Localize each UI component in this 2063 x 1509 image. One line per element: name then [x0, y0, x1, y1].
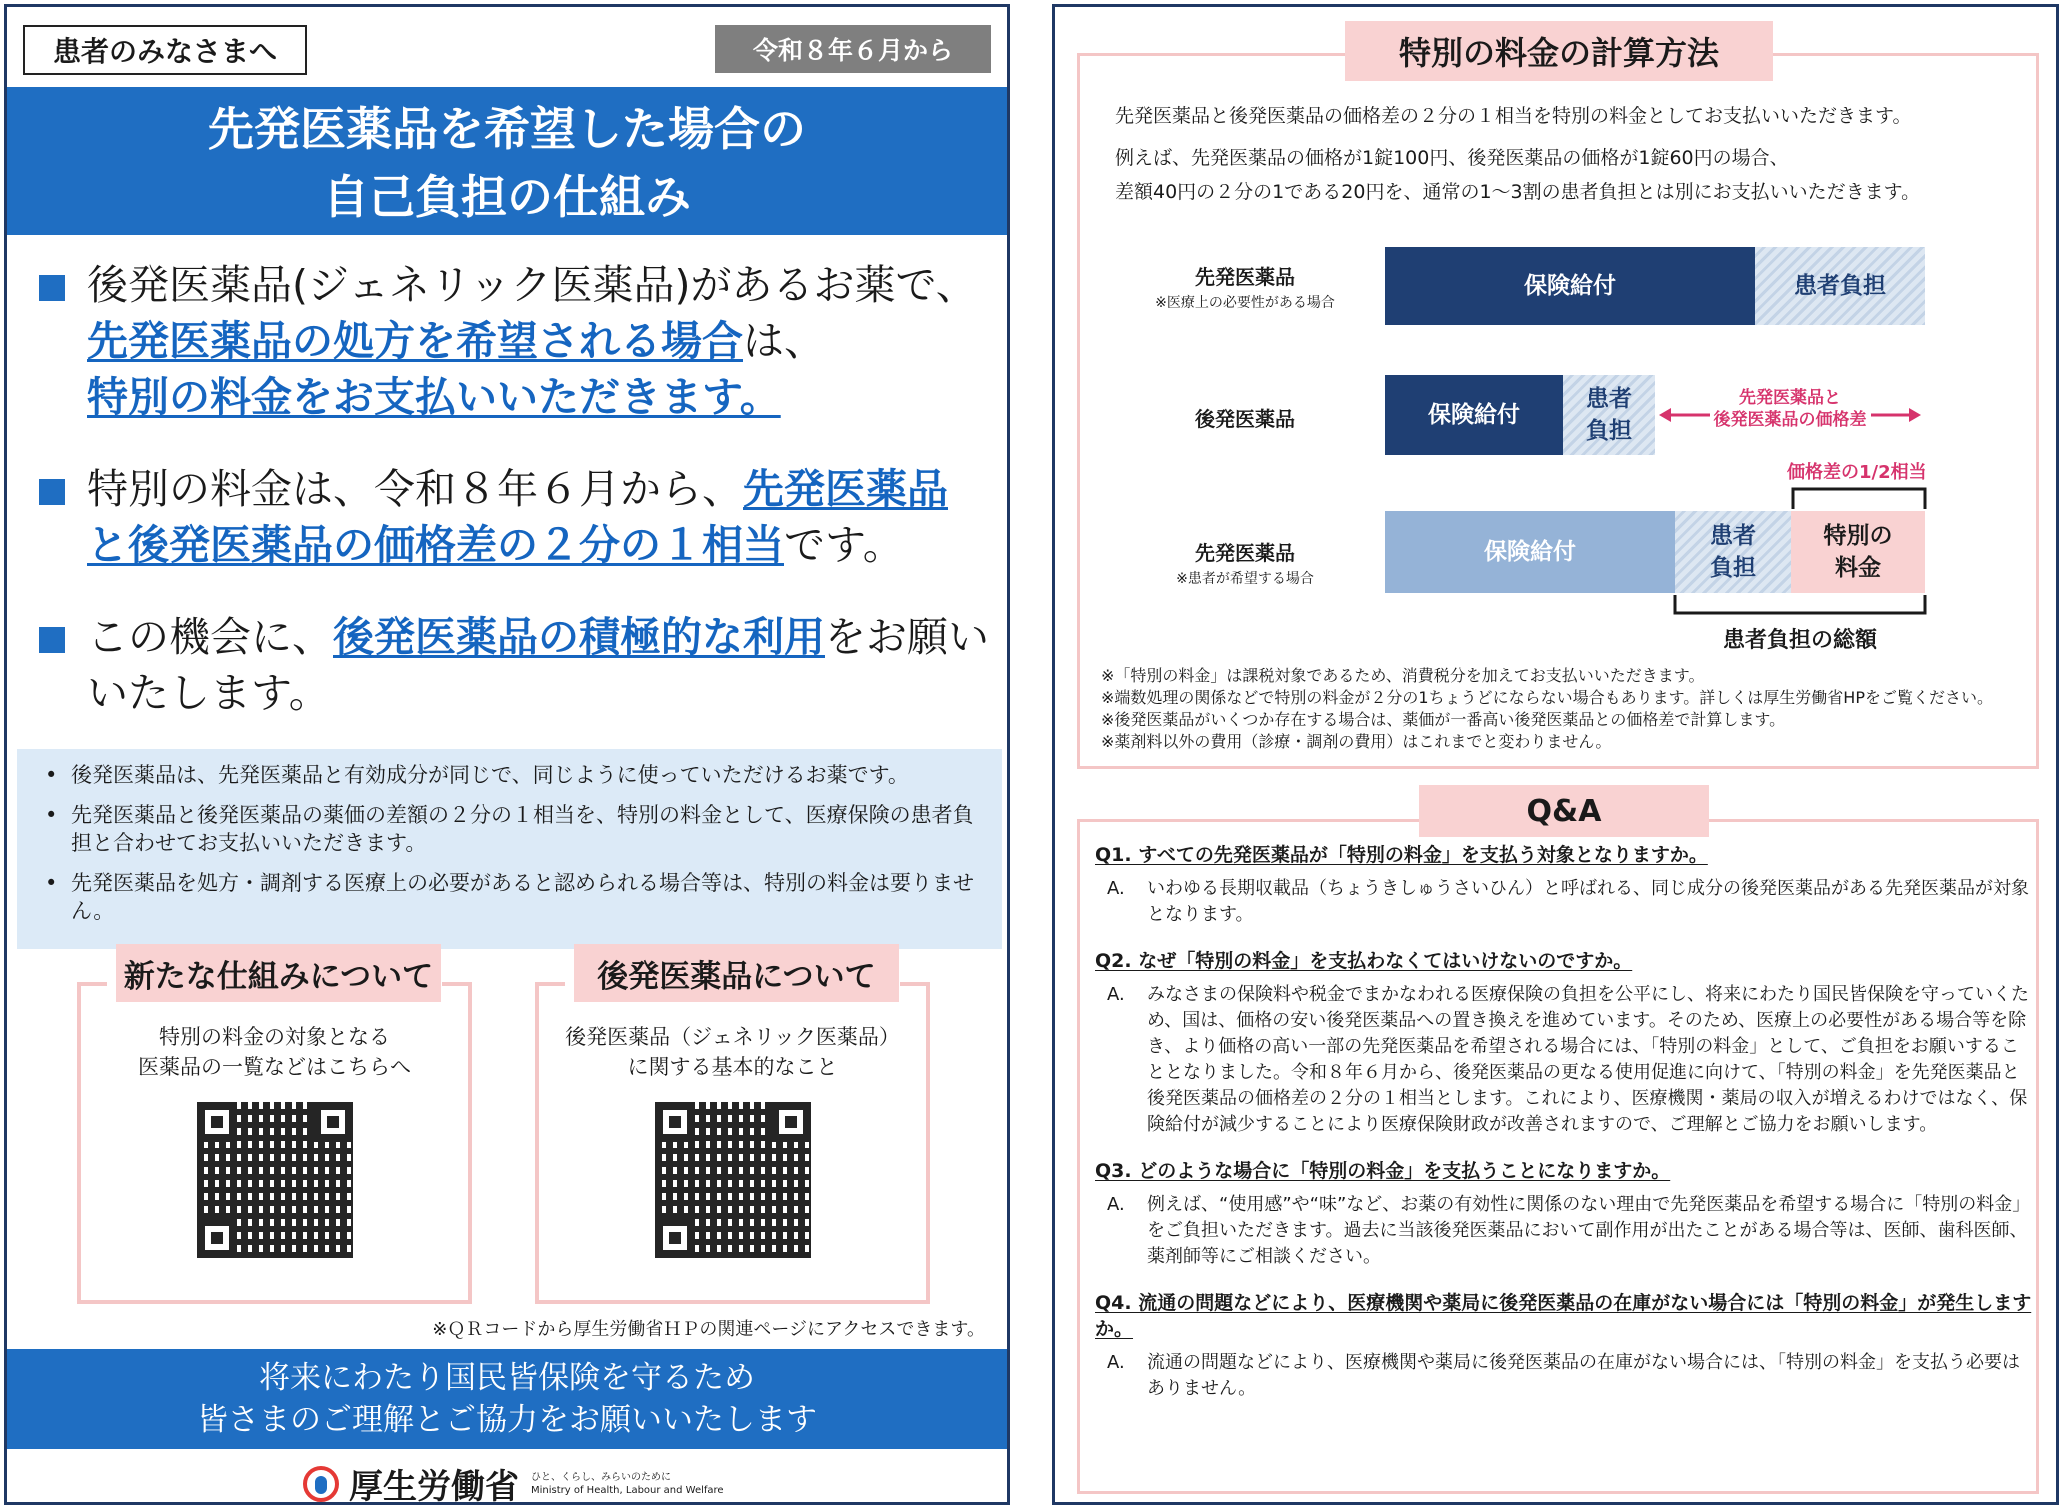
key-point-emphasis: 後発医薬品の積極的な利用: [333, 613, 825, 661]
audience-tag: 患者のみなさまへ: [23, 25, 307, 75]
half-price-gap-label: 価格差の1/2相当: [1787, 462, 1927, 483]
key-point-text: です。: [784, 521, 904, 569]
qa-section-title: Q&A: [1419, 785, 1709, 837]
qa-item-1: [1095, 842, 2035, 928]
key-point-text: 特別の料金は、令和８年６月から、: [87, 465, 743, 513]
footer-message: 将来にわたり国民皆保険を守るため 皆さまのご理解とご協力をお願いいたします: [7, 1349, 1007, 1449]
answer: A. みなさまの保険料や税金でまかなわれる医療保険の負担を公平にし、将来にわたり国民皆保険を守っていくため、国は、価格の安い後発医薬品への置き換えを進めています。そのため、医療上の必要性がある場合等を除き、より価格の高い一部の先発医薬品を希望される場合には、「特別の料金」として、ご負担をお願いすることとなりました。令和８年６月から、後発医薬品の更なる使用促進に向けて、「特別の料金」を先発医薬品と後発医薬品の価格差の２分の１相当とします。これにより、医療機関・薬局の収入が増えるわけではなく、保険給付が減少することにより医療保険財政が改善されますので、ご理解とご協力をお願いします。: [1107, 984, 2029, 1135]
bullet-square-icon: [39, 275, 65, 301]
key-point-emphasis: 先発医薬品: [743, 465, 948, 513]
link-box-description: 特別の料金の対象となる 医薬品の一覧などはこちらへ: [138, 1025, 411, 1079]
info-item: • 後発医薬品は、先発医薬品と有効成分が同じで、同じように使っていただけるお薬です。: [39, 761, 984, 789]
qa-list: [1095, 842, 2035, 1422]
key-point-emphasis: 特別の料金をお支払いいただきます。: [87, 373, 781, 421]
title-line-1: 先発医薬品を希望した場合の: [208, 102, 806, 156]
row-label-brand-requested: 先発医薬品 ※患者が希望する場合: [1176, 541, 1314, 587]
link-box-generic-drugs: [535, 958, 930, 1304]
qr-code-icon[interactable]: [197, 1102, 353, 1258]
question: Q3. どのような場合に「特別の料金」を支払うことになりますか。: [1095, 1160, 1671, 1182]
right-panel: [1052, 4, 2059, 1505]
info-item: • 先発医薬品を処方・調剤する医療上の必要があると認められる場合等は、特別の料金は要りません。: [39, 869, 984, 925]
question: Q1. すべての先発医薬品が「特別の料金」を支払う対象となりますか。: [1095, 844, 1708, 866]
link-box-new-system: [77, 958, 472, 1304]
left-panel: [4, 4, 1010, 1505]
bullet-square-icon: [39, 479, 65, 505]
link-box-title: 後発医薬品について: [574, 944, 899, 1002]
calc-notes: ※「特別の料金」は課税対象であるため、消費税分を加えてお支払いいただきます。 ※端数処理の関係などで特別の料金が２分の1ちょうどにならない場合もあります。詳しくは厚生労働省HPをご覧ください。 ※後発医薬品がいくつか存在する場合は、薬価が一番高い後発医薬品との価格差で計算します。 ※薬剤料以外の費用（診療・調剤の費用）はこれまでと変わりません。: [1101, 666, 1993, 751]
half-gap-bracket-icon: [1789, 483, 1929, 513]
special-fee-bar: 特別の 料金: [1791, 511, 1925, 593]
price-gap-label: 先発医薬品と 後発医薬品の価格差: [1675, 387, 1905, 431]
calc-description: 先発医薬品と後発医薬品の価格差の２分の１相当を特別の料金としてお支払いいただきます。 例えば、先発医薬品の価格が1錠100円、後発医薬品の価格が1錠60円の場合、 差額40円の２分の1である20円を、通常の1～3割の患者負担とは別にお支払いいただきます。: [1115, 105, 1921, 203]
row-label-generic: 後発医薬品: [1195, 407, 1295, 431]
qa-item-2: [1095, 948, 2035, 1138]
key-point-text: 後発医薬品(ジェネリック医薬品)があるお薬で、: [87, 261, 977, 309]
total-patient-share-label: 患者負担の総額: [1722, 628, 1877, 653]
qr-code-icon[interactable]: [655, 1102, 811, 1258]
key-point-1: [37, 257, 997, 425]
answer: A. 流通の問題などにより、医療機関や薬局に後発医薬品の在庫がない場合には、「特別の料金」を支払う必要はありません。: [1107, 1352, 2020, 1399]
row-label-brand-medical: 先発医薬品 ※医療上の必要性がある場合: [1155, 265, 1335, 311]
key-points: [37, 257, 997, 757]
ministry-logo-icon: [303, 1466, 339, 1502]
key-point-text: をお願いいたします。: [87, 613, 989, 717]
qa-item-4: [1095, 1290, 2035, 1402]
key-point-2: [37, 461, 997, 573]
ministry-logo: 厚生労働省 ひと、くらし、みらいのために Ministry of Health, Labour and Welfare: [303, 1459, 724, 1508]
key-point-text: この機会に、: [87, 613, 333, 661]
link-box-title: 新たな仕組みについて: [116, 944, 441, 1002]
question: Q4. 流通の問題などにより、医療機関や薬局に後発医薬品の在庫がない場合には「特別の料金」が発生しますか。: [1095, 1292, 2032, 1340]
answer: A. 例えば、“使用感”や“味”など、お薬の有効性に関係のない理由で先発医薬品を希望する場合に「特別の料金」をご負担いただきます。過去に当該後発医薬品において副作用が出たことがある場合等は、医師、歯科医師、薬剤師等にご相談ください。: [1107, 1194, 2031, 1267]
insurance-benefit-bar: 保険給付: [1385, 247, 1755, 325]
key-point-emphasis: と後発医薬品の価格差の２分の１相当: [87, 521, 784, 569]
question: Q2. なぜ「特別の料金」を支払わなくてはいけないのですか。: [1095, 950, 1633, 972]
page-title: [7, 87, 1007, 235]
qa-item-3: [1095, 1158, 2035, 1270]
link-box-description: 後発医薬品（ジェネリック医薬品） に関する基本的なこと: [565, 1025, 900, 1079]
total-bracket-icon: [1671, 593, 1929, 619]
patient-share-bar: 患者負担: [1755, 247, 1925, 325]
insurance-benefit-bar: 保険給付: [1385, 511, 1675, 593]
bullet-square-icon: [39, 627, 65, 653]
patient-share-bar: 患者 負担: [1563, 375, 1655, 455]
title-line-2: 自己負担の仕組み: [323, 170, 691, 224]
key-point-3: [37, 609, 997, 721]
answer: A. いわゆる長期収載品（ちょうきしゅうさいひん）と呼ばれる、同じ成分の後発医薬品がある先発医薬品が対象となります。: [1107, 878, 2029, 925]
key-point-emphasis: 先発医薬品の処方を希望される場合: [87, 317, 743, 365]
effective-date-badge: 令和８年６月から: [715, 25, 991, 73]
key-point-text: は、: [743, 317, 825, 365]
patient-share-bar: 患者 負担: [1675, 511, 1791, 593]
calc-section-title: 特別の料金の計算方法: [1345, 21, 1773, 81]
info-item: • 先発医薬品と後発医薬品の薬価の差額の２分の１相当を、特別の料金として、医療保険の患者負担と合わせてお支払いいただきます。: [39, 801, 984, 857]
insurance-benefit-bar: 保険給付: [1385, 375, 1563, 455]
qr-note: ※ＱＲコードから厚生労働省ＨＰの関連ページにアクセスできます。: [432, 1319, 985, 1340]
info-box: [17, 749, 1002, 949]
